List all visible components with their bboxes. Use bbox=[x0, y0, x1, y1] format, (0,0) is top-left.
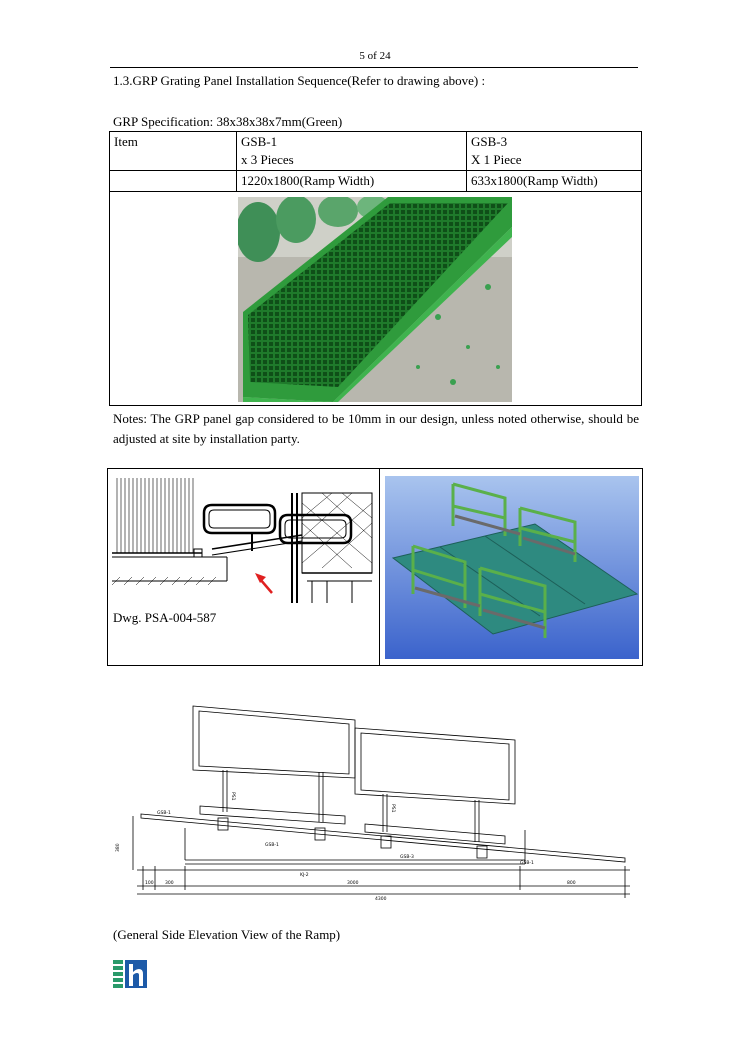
empty-cell bbox=[110, 171, 237, 192]
company-logo bbox=[113, 960, 147, 988]
elevation-caption: (General Side Elevation View of the Ramp) bbox=[113, 927, 341, 942]
gsb3-qty: X 1 Piece bbox=[471, 152, 522, 167]
gsb3-size: 633x1800(Ramp Width) bbox=[467, 171, 642, 192]
gsb3-name: GSB-3 bbox=[471, 134, 508, 149]
section-heading: 1.3.GRP Grating Panel Installation Sequence(Refer to drawing above) : bbox=[113, 73, 486, 88]
item-header: Item bbox=[110, 132, 237, 171]
dim-3000: 3000 bbox=[347, 881, 359, 886]
label-ps1-b: PS1 bbox=[390, 804, 395, 813]
label-kj2: KJ-2 bbox=[300, 873, 309, 878]
ramp-3d-render bbox=[385, 476, 639, 659]
table-row bbox=[110, 132, 642, 171]
gsb1-qty: x 3 Pieces bbox=[241, 152, 294, 167]
figure-divider bbox=[379, 468, 380, 666]
dim-800: 800 bbox=[567, 881, 576, 886]
dim-300: 300 bbox=[165, 881, 174, 886]
red-arrow-icon bbox=[255, 573, 272, 593]
label-gsb3: GSB-3 bbox=[400, 855, 414, 860]
drawing-label: Dwg. PSA-004-587 bbox=[113, 610, 217, 625]
page-number: 5 of 24 bbox=[359, 50, 391, 62]
label-ps1-a: PS1 bbox=[230, 792, 235, 801]
label-gsb1-mid: GSB-1 bbox=[265, 843, 279, 848]
gsb1-cell bbox=[237, 132, 467, 171]
label-gsb1-left: GSB-1 bbox=[157, 811, 171, 816]
grating-photo bbox=[238, 197, 512, 402]
label-gsb1-right: GSB-1 bbox=[520, 861, 534, 866]
table-row bbox=[110, 171, 642, 192]
gsb1-size: 1220x1800(Ramp Width) bbox=[237, 171, 467, 192]
header-rule bbox=[110, 67, 638, 68]
grp-specification: GRP Specification: 38x38x38x7mm(Green) bbox=[113, 114, 343, 129]
dim-total: 4300 bbox=[375, 897, 387, 902]
dim-100: 100 bbox=[145, 881, 154, 886]
gsb1-name: GSB-1 bbox=[241, 134, 278, 149]
side-elevation-drawing bbox=[115, 700, 635, 912]
installation-drawing bbox=[112, 473, 374, 608]
notes-text: Notes: The GRP panel gap considered to be 10mm in our design, unless noted otherwise, should be adjusted at site by installation party. bbox=[113, 411, 639, 446]
gsb3-cell bbox=[467, 132, 642, 171]
dim-height: 380 bbox=[116, 843, 121, 852]
